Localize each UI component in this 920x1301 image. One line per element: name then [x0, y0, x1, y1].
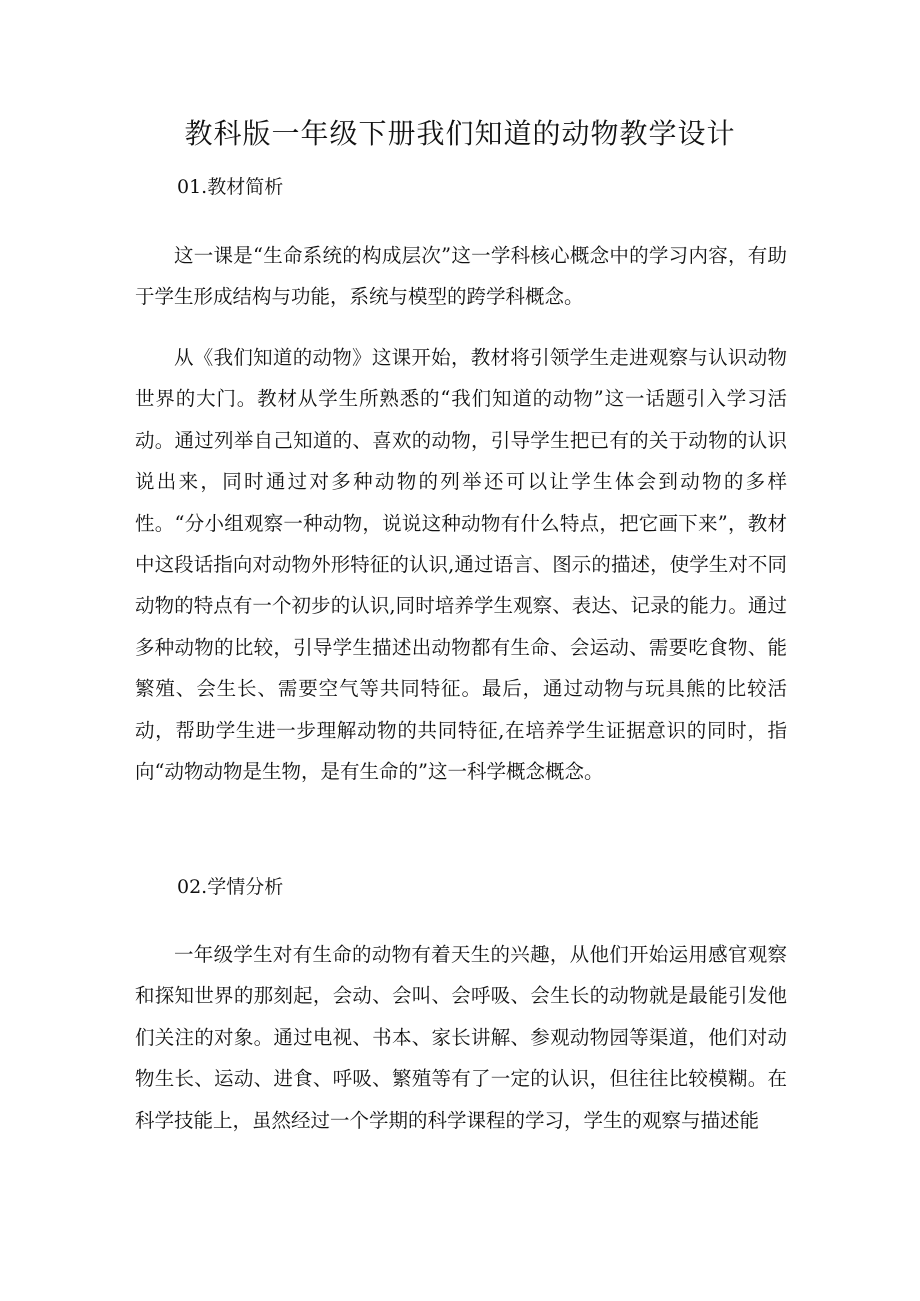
document-title: 教科版一年级下册我们知道的动物教学设计 — [184, 117, 736, 150]
paragraph-textbook-content: 从《我们知道的动物》这课开始，教材将引领学生走进观察与认识动物世界的大门。教材从学生所熟悉的“我们知道的动物”这一话题引入学习活动。通过列举自己知道的、喜欢的动物，引导学生把已有的关于动物的认识说出来，同时通过对多种动物的列举还可以让学生体会到动物的多样性。“分小组观察一种动物，说说这种动物有什么特点，把它画下来”，教材中这段话指向对动物外形特征的认识,通过语言、图示的描述，使学生对不同动物的特点有一个初步的认识,同时培养学生观察、表达、记录的能力。通过多种动物的比较，引导学生描述出动物都有生命、会运动、需要吃食物、能繁殖、会生长、需要空气等共同特征。最后，通过动物与玩具熊的比较活动，帮助学生进一步理解动物的共同特征,在培养学生证据意识的同时，指向“动物动物是生物，是有生命的”这一科学概念概念。 — [135, 346, 787, 784]
paragraph-learner-situation: 一年级学生对有生命的动物有着天生的兴趣，从他们开始运用感官观察和探知世界的那刻起，会动、会叫、会呼吸、会生长的动物就是最能引发他们关注的对象。通过电视、书本、家长讲解、参观动物园等渠道，他们对动物生长、运动、进食、呼吸、繁殖等有了一定的认识，但往往比较模糊。在科学技能上，虽然经过一个学期的科学课程的学习，学生的观察与描述能 — [135, 943, 787, 1132]
section-heading-textbook-analysis: 01.教材简析 — [177, 176, 284, 198]
section-heading-learner-analysis: 02.学情分析 — [177, 876, 284, 898]
paragraph-core-concept: 这一课是“生命系统的构成层次”这一学科核心概念中的学习内容，有助于学生形成结构与功能，系统与模型的跨学科概念。 — [135, 244, 787, 309]
